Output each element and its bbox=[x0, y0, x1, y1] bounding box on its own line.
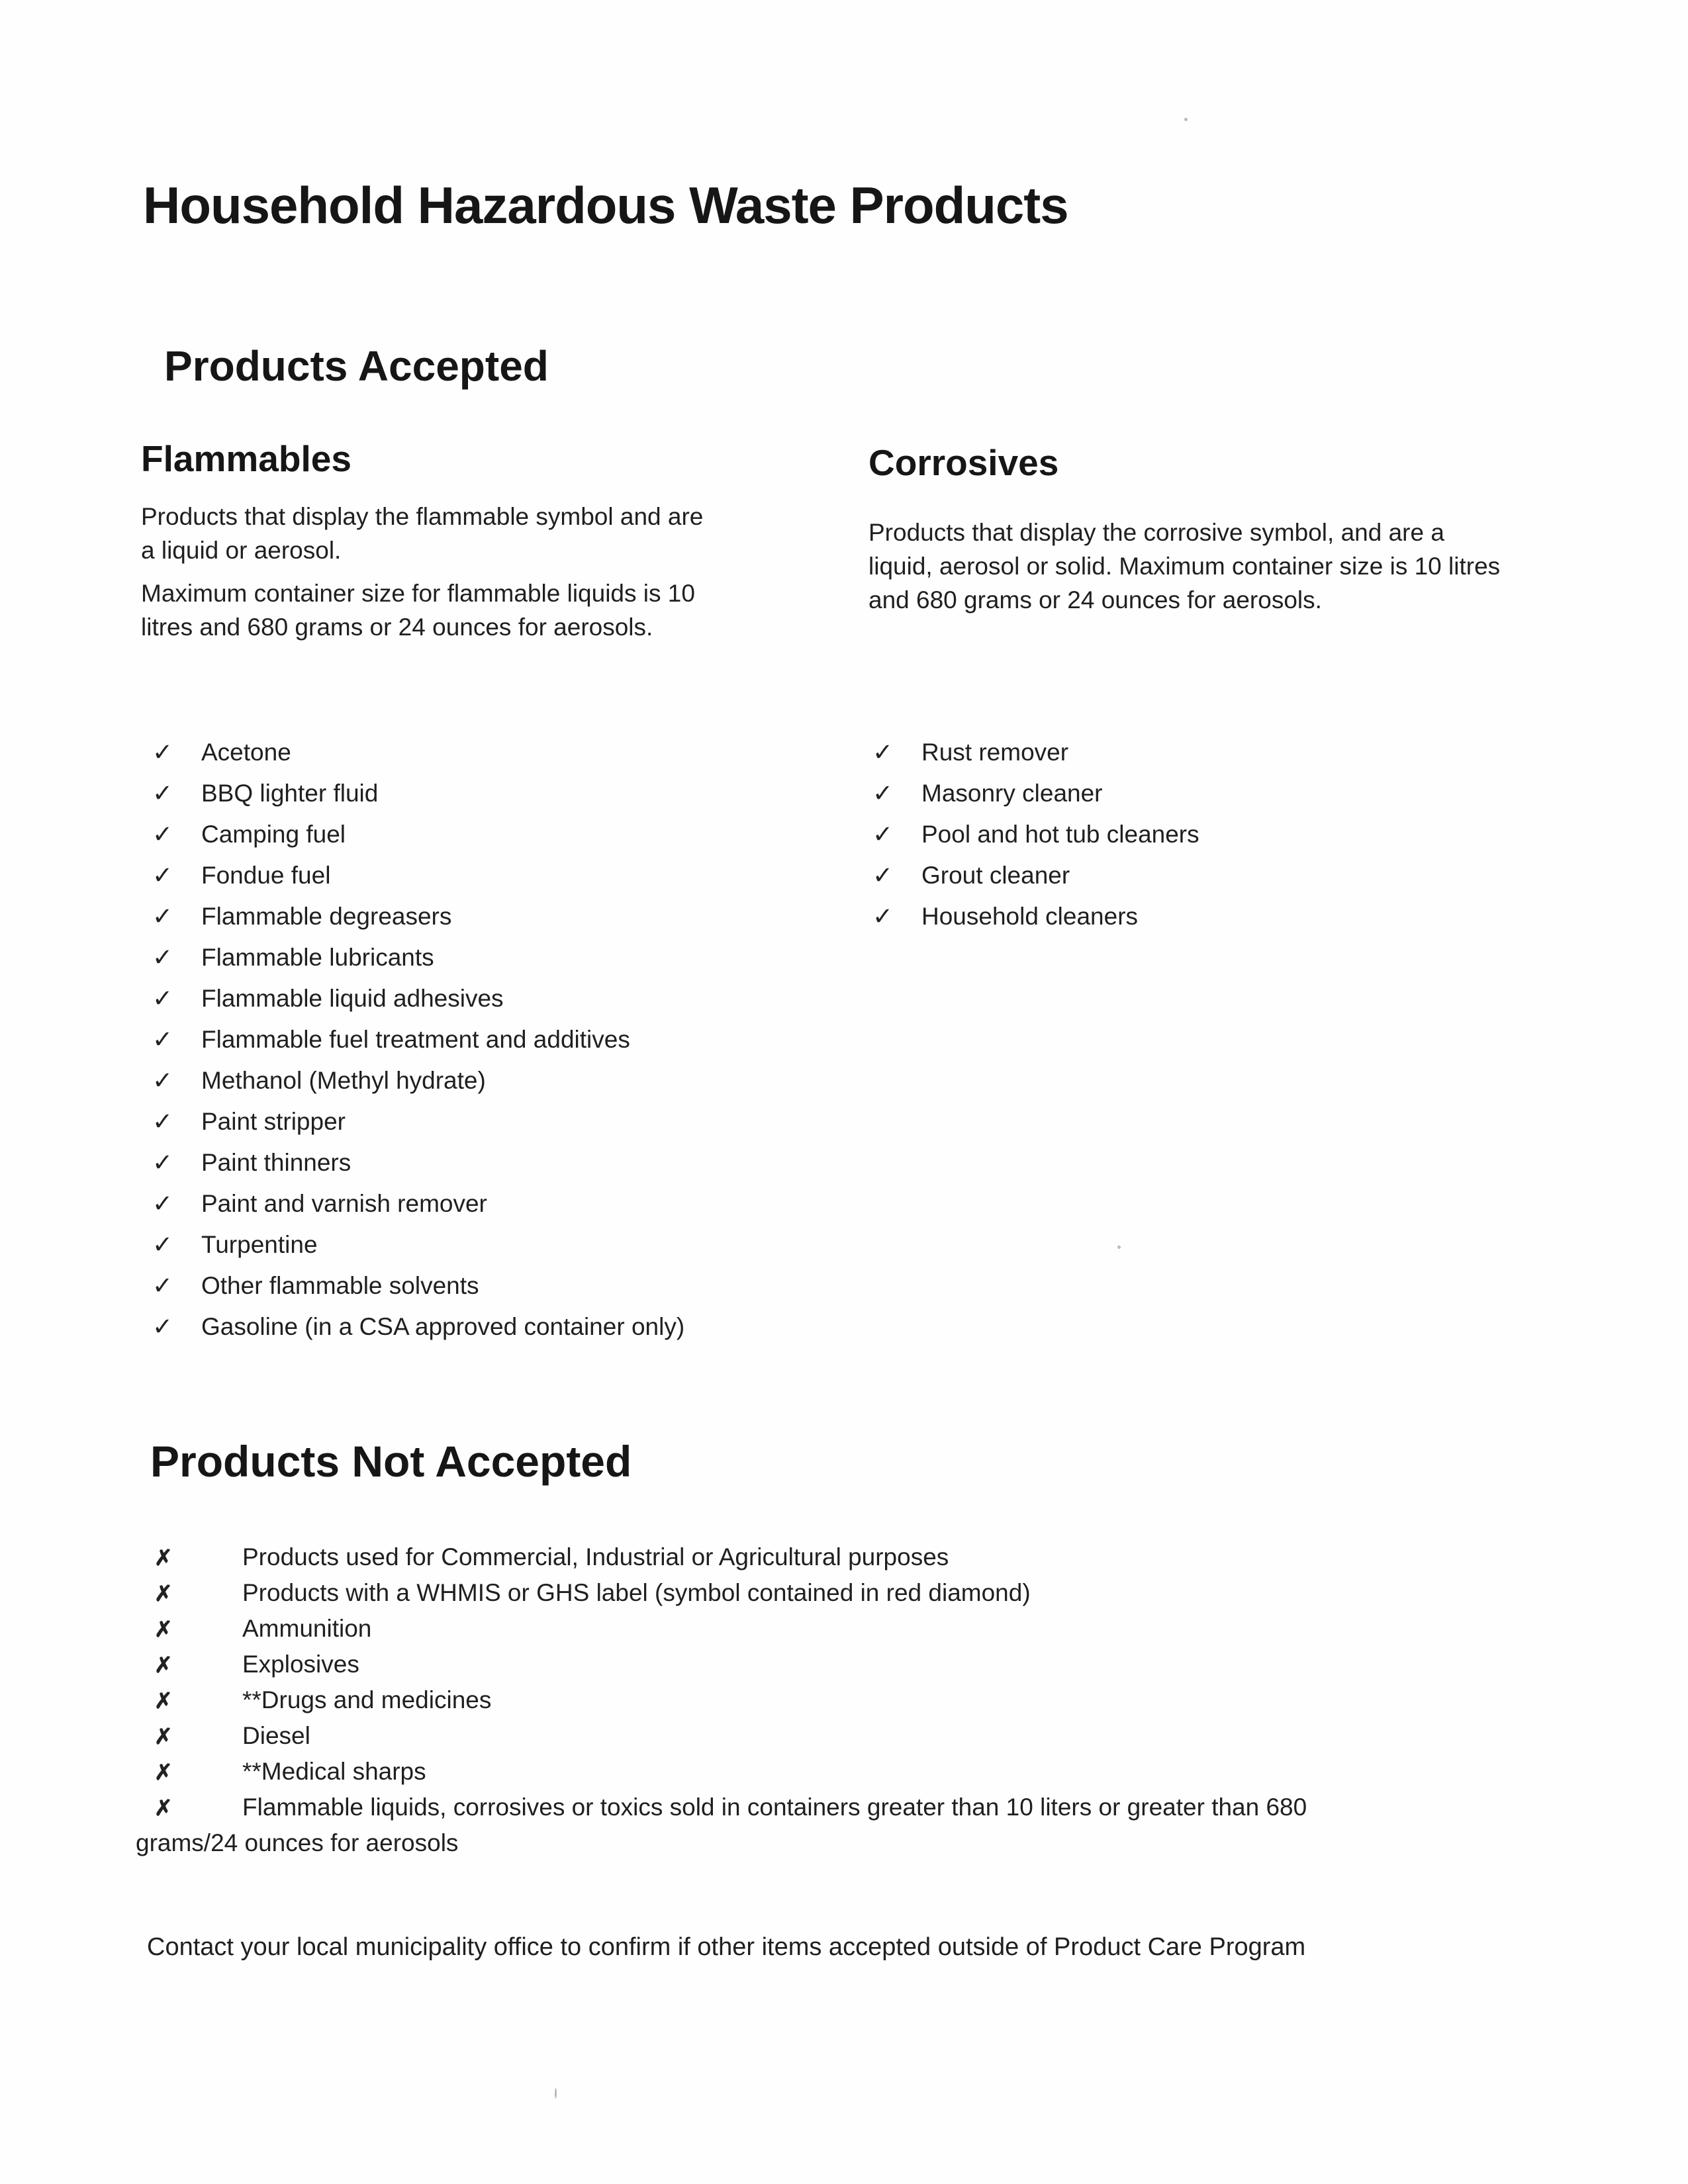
list-item bbox=[872, 855, 1199, 896]
check-icon: ✓ bbox=[152, 985, 173, 1012]
list-item bbox=[152, 1142, 684, 1183]
check-icon: ✓ bbox=[152, 903, 173, 930]
list-item-label: Flammable liquid adhesives bbox=[201, 985, 504, 1012]
list-item-label: Fondue fuel bbox=[201, 862, 331, 889]
list-item-label: Acetone bbox=[201, 739, 291, 766]
list-item-label: Flammable degreasers bbox=[201, 903, 452, 930]
list-item-label: Products used for Commercial, Industrial or Agricultural purposes bbox=[242, 1543, 949, 1570]
flammables-column bbox=[141, 438, 712, 644]
page-title: Household Hazardous Waste Products bbox=[143, 176, 1068, 234]
list-item-label: Ammunition bbox=[242, 1615, 372, 1642]
list-item bbox=[152, 814, 684, 855]
list-item-label: Masonry cleaner bbox=[921, 780, 1103, 807]
cross-icon: ✗ bbox=[154, 1545, 173, 1570]
check-icon: ✓ bbox=[872, 862, 894, 889]
corrosives-list bbox=[872, 732, 1199, 937]
check-icon: ✓ bbox=[872, 821, 894, 848]
scan-speck bbox=[555, 2088, 557, 2099]
list-item bbox=[872, 896, 1199, 937]
list-item bbox=[152, 937, 684, 978]
corrosives-column bbox=[868, 442, 1514, 617]
check-icon: ✓ bbox=[152, 1108, 173, 1135]
list-item bbox=[872, 814, 1199, 855]
scan-speck bbox=[1117, 1246, 1121, 1249]
flammables-description-2: Maximum container size for flammable liquids is 10 litres and 680 grams or 24 ounces for aerosols. bbox=[141, 580, 695, 641]
flammables-heading: Flammables bbox=[141, 438, 352, 479]
list-item-label: Paint stripper bbox=[201, 1108, 346, 1135]
list-item-label: Rust remover bbox=[921, 739, 1069, 766]
list-item-label: Grout cleaner bbox=[921, 862, 1070, 889]
list-item bbox=[136, 1682, 1314, 1718]
scan-speck bbox=[1184, 118, 1188, 121]
check-icon: ✓ bbox=[152, 944, 173, 971]
list-item bbox=[152, 855, 684, 896]
not-accepted-list bbox=[136, 1539, 1314, 1860]
list-item bbox=[152, 1101, 684, 1142]
list-item-label: Flammable lubricants bbox=[201, 944, 434, 971]
list-item-label: Diesel bbox=[242, 1722, 310, 1749]
list-item-label: Pool and hot tub cleaners bbox=[921, 821, 1199, 848]
list-item bbox=[152, 1060, 684, 1101]
list-item-label: Paint thinners bbox=[201, 1149, 352, 1176]
list-item bbox=[136, 1718, 1314, 1754]
check-icon: ✓ bbox=[872, 780, 894, 807]
cross-icon: ✗ bbox=[154, 1688, 173, 1713]
check-icon: ✓ bbox=[152, 862, 173, 889]
list-item bbox=[136, 1647, 1314, 1682]
cross-icon: ✗ bbox=[154, 1581, 173, 1606]
list-item bbox=[872, 773, 1199, 814]
check-icon: ✓ bbox=[152, 1231, 173, 1258]
cross-icon: ✗ bbox=[154, 1796, 173, 1820]
corrosives-heading: Corrosives bbox=[868, 442, 1059, 483]
list-item-label: Methanol (Methyl hydrate) bbox=[201, 1067, 486, 1094]
list-item-label: Household cleaners bbox=[921, 903, 1139, 930]
list-item bbox=[152, 1306, 684, 1347]
flammables-description-1: Products that display the flammable symbol and are a liquid or aerosol. bbox=[141, 503, 704, 565]
list-item bbox=[152, 732, 684, 773]
list-item-label: Products with a WHMIS or GHS label (symbol contained in red diamond) bbox=[242, 1579, 1031, 1606]
list-item-label: Explosives bbox=[242, 1651, 359, 1678]
check-icon: ✓ bbox=[152, 739, 173, 766]
list-item-label: Other flammable solvents bbox=[201, 1272, 479, 1299]
list-item-label: Turpentine bbox=[201, 1231, 318, 1258]
list-item bbox=[152, 1019, 684, 1060]
footer-note: Contact your local municipality office to confirm if other items accepted outside of Product Care Program bbox=[147, 1933, 1306, 1961]
check-icon: ✓ bbox=[152, 1149, 173, 1176]
list-item bbox=[136, 1539, 1314, 1575]
cross-icon: ✗ bbox=[154, 1653, 173, 1677]
list-item-label: **Drugs and medicines bbox=[242, 1686, 492, 1713]
check-icon: ✓ bbox=[152, 1026, 173, 1053]
list-item bbox=[152, 896, 684, 937]
list-item bbox=[136, 1611, 1314, 1647]
cross-icon: ✗ bbox=[154, 1724, 173, 1749]
list-item-label: Gasoline (in a CSA approved container only) bbox=[201, 1313, 685, 1340]
check-icon: ✓ bbox=[872, 903, 894, 930]
accepted-section-heading: Products Accepted bbox=[164, 342, 549, 390]
list-item bbox=[152, 978, 684, 1019]
check-icon: ✓ bbox=[152, 821, 173, 848]
list-item-label: Flammable fuel treatment and additives bbox=[201, 1026, 630, 1053]
cross-icon: ✗ bbox=[154, 1617, 173, 1641]
list-item-label: BBQ lighter fluid bbox=[201, 780, 379, 807]
check-icon: ✓ bbox=[152, 1313, 173, 1340]
list-item bbox=[152, 1224, 684, 1265]
list-item bbox=[136, 1790, 1314, 1860]
check-icon: ✓ bbox=[872, 739, 894, 766]
check-icon: ✓ bbox=[152, 780, 173, 807]
check-icon: ✓ bbox=[152, 1190, 173, 1217]
list-item bbox=[872, 732, 1199, 773]
cross-icon: ✗ bbox=[154, 1760, 173, 1784]
list-item bbox=[152, 773, 684, 814]
list-item-label: Camping fuel bbox=[201, 821, 346, 848]
not-accepted-section-heading: Products Not Accepted bbox=[150, 1437, 632, 1486]
check-icon: ✓ bbox=[152, 1272, 173, 1299]
list-item-label: Paint and varnish remover bbox=[201, 1190, 487, 1217]
list-item bbox=[136, 1754, 1314, 1790]
flammables-list bbox=[152, 732, 684, 1347]
corrosives-description: Products that display the corrosive symbol, and are a liquid, aerosol or solid. Maximum container size is 10 litres and 680 grams or 24 ounces for aerosols. bbox=[868, 519, 1501, 614]
list-item-label: **Medical sharps bbox=[242, 1758, 426, 1785]
check-icon: ✓ bbox=[152, 1067, 173, 1094]
list-item-label: Flammable liquids, corrosives or toxics sold in containers greater than 10 liters or greater than 680 grams/24 ounces for aerosols bbox=[136, 1794, 1307, 1856]
list-item bbox=[152, 1265, 684, 1306]
list-item bbox=[136, 1575, 1314, 1611]
list-item bbox=[152, 1183, 684, 1224]
